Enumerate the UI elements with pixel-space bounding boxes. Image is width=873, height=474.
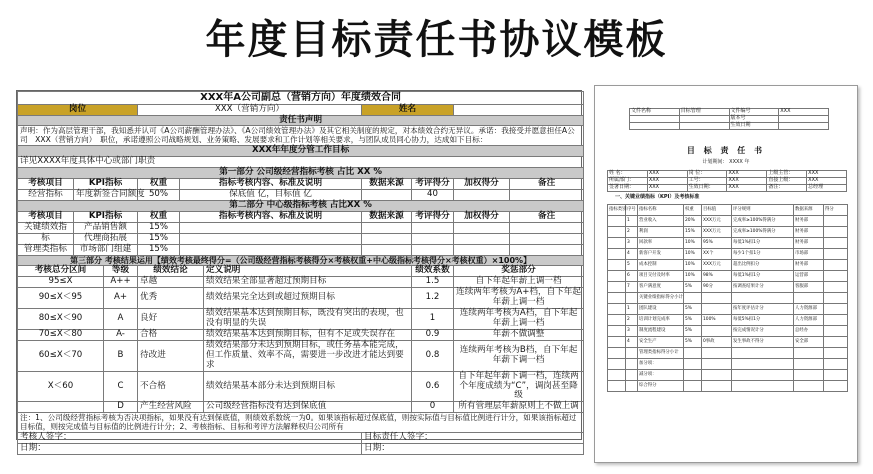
kpi-cell: 98% xyxy=(702,271,732,282)
kpi-cell: 7 xyxy=(626,282,638,293)
info-value: XXX xyxy=(727,171,767,178)
contract-title: XXX年A公司副总（营销方向）年度绩效合同 xyxy=(18,92,584,105)
part1-weight: 50% xyxy=(138,190,180,201)
info-label: 签署日期： xyxy=(608,185,648,192)
part2-col-kpi: KPI指标 xyxy=(74,211,138,222)
kpi-cell xyxy=(626,381,638,392)
work-focus-header: XXX年年度分管工作目标 xyxy=(18,146,584,157)
info-value: XXX xyxy=(807,178,847,185)
kpi-cell: XXX万元 xyxy=(702,216,732,227)
grade-coefficient: 0.6 xyxy=(412,371,454,402)
kpi-cell xyxy=(824,370,848,381)
kpi-cell xyxy=(702,359,732,370)
kpi-cell xyxy=(608,260,626,271)
kpi-cell: 财务部 xyxy=(794,238,824,249)
kpi-cell xyxy=(608,370,626,381)
kpi-col-rule: 评分规则 xyxy=(732,205,794,216)
statement-header: 责任书声明 xyxy=(18,115,584,126)
grade-row xyxy=(18,341,584,372)
kpi-cell: 4 xyxy=(626,249,638,260)
kpi-row xyxy=(608,326,848,337)
kpi-col-source: 数据来源 xyxy=(794,205,824,216)
grade-reward: 连续两年考核为A档，自下年起年薪上调一档 xyxy=(454,309,584,330)
info-value: XXX xyxy=(727,178,767,185)
kpi-cell: 5% xyxy=(684,282,702,293)
part1-col-weighted: 加权得分 xyxy=(454,179,510,190)
kpi-cell: 90分 xyxy=(702,282,732,293)
kpi-cell xyxy=(702,370,732,381)
kpi-cell xyxy=(824,326,848,337)
file-info-box xyxy=(629,108,829,130)
kpi-cell: 财务部 xyxy=(794,227,824,238)
kpi-cell: 0事故 xyxy=(702,337,732,348)
kpi-cell: 3 xyxy=(626,326,638,337)
grade-definition: 绩效结果基本达到预期目标，但有不足或失误存在 xyxy=(204,330,412,341)
kpi-cell xyxy=(608,337,626,348)
page-title: 年度目标责任书协议模板 xyxy=(205,17,668,63)
kpi-cell xyxy=(824,359,848,370)
kpi-cell xyxy=(732,293,794,304)
kpi-row xyxy=(608,337,848,348)
grade-conclusion: 卓越 xyxy=(138,277,204,288)
part3-col-reward: 奖惩部分 xyxy=(454,266,584,277)
part2-item-c: 管理类指标 xyxy=(18,244,74,255)
info-value: XXX xyxy=(647,171,687,178)
grade-coefficient: 1.5 xyxy=(412,277,454,288)
kpi-cell xyxy=(702,381,732,392)
kpi-cell xyxy=(702,326,732,337)
info-value: XXX xyxy=(647,178,687,185)
kpi-cell: 安全生产 xyxy=(638,337,684,348)
grade-row xyxy=(18,309,584,330)
kpi-cell: 5% xyxy=(684,315,702,326)
part2-kpi: 产品销售额 xyxy=(74,222,138,233)
kpi-cell: 每少1个扣1分 xyxy=(732,249,794,260)
grade-definition: 绩效结果完全达到或超过预期目标 xyxy=(204,288,412,309)
kpi-cell: 按完成情况计分 xyxy=(732,326,794,337)
kpi-cell: 5% xyxy=(684,337,702,348)
kpi-cell: 20% xyxy=(684,216,702,227)
grade-coefficient: 0.8 xyxy=(412,341,454,372)
kpi-cell xyxy=(824,282,848,293)
info-label: 上级主管： xyxy=(767,171,807,178)
kpi-cell xyxy=(608,216,626,227)
kpi-cell: 管理类指标得分小计 xyxy=(638,348,684,359)
kpi-cell xyxy=(702,293,732,304)
kpi-cell: 5% xyxy=(684,326,702,337)
part3-col-conclusion: 绩效结论 xyxy=(138,266,204,277)
date-left: 日期： xyxy=(18,444,362,455)
kpi-cell xyxy=(732,370,794,381)
grade-reward: 年薪不做调整 xyxy=(454,330,584,341)
part1-col-desc: 指标考核内容、标准及说明 xyxy=(180,179,362,190)
name-value xyxy=(454,104,584,115)
grade-reward: 自下年起年薪上调一档 xyxy=(454,277,584,288)
part3-header: 第三部分 考核结果运用【绩效考核最终得分=（公司级经营指标考核得分×考核权重+中心级指标考核得分×考核权重）×100%】 xyxy=(18,255,584,265)
kpi-cell xyxy=(608,381,626,392)
grade-range: 60≤X＜70 xyxy=(18,341,104,372)
kpi-cell xyxy=(824,304,848,315)
kpi-cell: 每低1%扣1分 xyxy=(732,271,794,282)
kpi-cell xyxy=(608,293,626,304)
grade-reward: 连续两年考核为B档，自下年起年薪下调一档 xyxy=(454,341,584,372)
grade-level: B xyxy=(104,341,138,372)
kpi-cell xyxy=(608,326,626,337)
kpi-cell: XXX万元 xyxy=(702,227,732,238)
personal-info-table xyxy=(607,170,847,192)
kpi-cell: 10% xyxy=(684,271,702,282)
kpi-col-score: 得分 xyxy=(824,205,848,216)
grade-definition: 公司级经营指标没有达到保底值 xyxy=(204,402,412,413)
kpi-cell: 100% xyxy=(702,315,732,326)
grade-row xyxy=(18,330,584,341)
kpi-cell xyxy=(824,260,848,271)
part1-source xyxy=(362,190,412,201)
kpi-cell: 每低5%扣1分 xyxy=(732,315,794,326)
plan-period-label: 计划期间： xyxy=(702,159,728,165)
statement-text: 声明：作为高层管理干部，我知悉并认可《A公司薪酬管理办法》、《A公司绩效管理办法》及其它相关制度的规定，对本绩效合约无异议。承诺：我接受并愿意担任A公司 XXX（营销方向） 职位，承诺遵照公司战略规划、业务策略、发展要求和工作计划等相关要求，与团队成员同心协力，达成如下目标： xyxy=(18,126,584,146)
kpi-row xyxy=(608,315,848,326)
kpi-cell: 市场部 xyxy=(794,249,824,260)
info-label: 姓 名： xyxy=(608,171,648,178)
grade-range: 95≤X xyxy=(18,277,104,288)
kpi-cell: 95% xyxy=(702,238,732,249)
kpi-cell xyxy=(684,293,702,304)
kpi-row xyxy=(608,227,848,238)
kpi-col-name: 指标名称 xyxy=(638,205,684,216)
kpi-row xyxy=(608,348,848,359)
kpi-cell xyxy=(608,271,626,282)
kpi-row xyxy=(608,271,848,282)
kpi-cell: 营业收入 xyxy=(638,216,684,227)
kpi-cell: 人力资源部 xyxy=(794,304,824,315)
part1-remark xyxy=(510,190,584,201)
grade-definition: 绩效结果基本达到预期目标，既没有突出的表现，也没有明显的失误 xyxy=(204,309,412,330)
kpi-cell: 6 xyxy=(626,271,638,282)
post-label: 岗位 xyxy=(18,104,138,115)
grade-row xyxy=(18,277,584,288)
part1-item: 经营指标 xyxy=(18,190,74,201)
kpi-cell: XX个 xyxy=(702,249,732,260)
kpi-cell: 运营部 xyxy=(794,271,824,282)
part3-col-grade: 等级 xyxy=(104,266,138,277)
kpi-cell xyxy=(824,337,848,348)
kpi-cell xyxy=(608,315,626,326)
kpi-row xyxy=(608,381,848,392)
kpi-cell xyxy=(732,359,794,370)
work-focus-text: 详见XXXX年度具体中心或部门职责 xyxy=(18,157,584,168)
kpi-cell xyxy=(608,282,626,293)
kpi-cell: 10% xyxy=(684,249,702,260)
kpi-cell xyxy=(608,304,626,315)
kpi-cell xyxy=(608,227,626,238)
info-value: XXX xyxy=(727,185,767,192)
kpi-cell: 加分项： xyxy=(638,359,684,370)
part1-col-weight: 权重 xyxy=(138,179,180,190)
kpi-cell xyxy=(608,348,626,359)
kpi-cell: 15% xyxy=(684,227,702,238)
kpi-cell xyxy=(732,381,794,392)
kpi-cell: 团队建设 xyxy=(638,304,684,315)
info-label: 生效日期： xyxy=(687,185,727,192)
kpi-row xyxy=(608,249,848,260)
kpi-cell: 利润 xyxy=(638,227,684,238)
info-label: 直接上级： xyxy=(767,178,807,185)
kpi-cell xyxy=(608,238,626,249)
kpi-cell: 回款率 xyxy=(638,238,684,249)
kpi-cell: 客服部 xyxy=(794,282,824,293)
kpi-row xyxy=(608,370,848,381)
kpi-cell xyxy=(702,304,732,315)
info-value: 总经理 xyxy=(807,185,847,192)
kpi-cell: 关键业绩指标得分小计 xyxy=(638,293,684,304)
file-name-label: 文件名称 xyxy=(630,109,680,116)
kpi-cell xyxy=(626,370,638,381)
kpi-row xyxy=(608,304,848,315)
kpi-cell xyxy=(732,348,794,359)
kpi-col-category: 指标类别 xyxy=(608,205,626,216)
grade-conclusion: 产生经营风险 xyxy=(138,402,204,413)
kpi-cell xyxy=(626,293,638,304)
part2-item-b: 标 xyxy=(18,233,74,244)
effective-date-label: 生效日期 xyxy=(729,123,779,130)
kpi-cell: 4 xyxy=(626,337,638,348)
kpi-cell xyxy=(684,381,702,392)
grade-level: D xyxy=(104,402,138,413)
kpi-cell xyxy=(794,359,824,370)
kpi-col-index: 序号 xyxy=(626,205,638,216)
kpi-cell: 每低1%扣1分 xyxy=(732,238,794,249)
kpi-cell: 人力资源部 xyxy=(794,315,824,326)
notes: 注：1、公司级经营指标考核为否决项指标，如果没有达到保底值，则绩效系数统一为0。如果该指标超过保底值，则按实际值与目标值比例进行计分，如果该指标超过目标值，则按完成值与目标值的比例进行计分；2、考核指标、目标和考评方法解释权归公司所有 xyxy=(18,413,584,433)
grade-range: 70≤X＜80 xyxy=(18,330,104,341)
kpi-cell xyxy=(824,348,848,359)
grade-coefficient: 0.9 xyxy=(412,330,454,341)
info-label: 工号： xyxy=(687,178,727,185)
grade-level: A- xyxy=(104,330,138,341)
grade-conclusion: 合格 xyxy=(138,330,204,341)
grade-coefficient: 0 xyxy=(412,402,454,413)
kpi-cell xyxy=(608,249,626,260)
kpi-cell: 客户满意度 xyxy=(638,282,684,293)
date-right: 日期： xyxy=(362,444,584,455)
part2-item-a: 关键绩效指 xyxy=(18,222,74,233)
part2-col-score: 考评得分 xyxy=(412,211,454,222)
kpi-cell: 财务部 xyxy=(794,216,824,227)
part2-col-item: 考核项目 xyxy=(18,211,74,222)
part2-kpi: 市场部门组建 xyxy=(74,244,138,255)
part1-weighted xyxy=(454,190,510,201)
kpi-cell: 按年度评估计分 xyxy=(732,304,794,315)
kpi-cell: 2 xyxy=(626,227,638,238)
kpi-cell: 1 xyxy=(626,216,638,227)
file-name-value: 目标管理 xyxy=(679,109,729,116)
kpi-cell xyxy=(702,348,732,359)
kpi-cell: 按调查结果计分 xyxy=(732,282,794,293)
grade-definition: 绩效结果基本部分未达到预期目标 xyxy=(204,371,412,402)
part2-weight: 15% xyxy=(138,222,180,233)
kpi-cell: 成本控制 xyxy=(638,260,684,271)
grade-level: A++ xyxy=(104,277,138,288)
grade-row xyxy=(18,402,584,413)
part1-header: 第一部分 公司级经营指标考核 占比 XX % xyxy=(18,168,584,179)
kpi-cell: 5 xyxy=(626,260,638,271)
grade-range: X＜60 xyxy=(18,371,104,402)
part1-kpi: 年度新签合同额度 xyxy=(74,190,138,201)
kpi-cell xyxy=(824,238,848,249)
kpi-cell: 新客户开发 xyxy=(638,249,684,260)
part2-col-desc: 指标考核内容、标准及说明 xyxy=(180,211,362,222)
signer-left: 考核人签字： xyxy=(18,433,362,444)
grade-row xyxy=(18,288,584,309)
grade-conclusion: 良好 xyxy=(138,309,204,330)
kpi-cell xyxy=(626,359,638,370)
kpi-row xyxy=(608,260,848,271)
part1-col-item: 考核项目 xyxy=(18,179,74,190)
kpi-cell: 10% xyxy=(684,238,702,249)
grade-level: A xyxy=(104,309,138,330)
kpi-cell: 1 xyxy=(626,304,638,315)
kpi-cell xyxy=(824,271,848,282)
kpi-cell xyxy=(794,381,824,392)
part1-desc: 保底值 亿，目标值 亿 xyxy=(180,190,362,201)
plan-period xyxy=(595,160,857,166)
grade-definition: 绩效结果部分未达到预期目标，或任务基本能完成，但工作质量、效率不高，需要进一步改进才能达到要求 xyxy=(204,341,412,372)
kpi-cell: 安全部 xyxy=(794,337,824,348)
kpi-cell xyxy=(684,370,702,381)
kpi-cell xyxy=(684,348,702,359)
grade-range: 90≤X＜95 xyxy=(18,288,104,309)
kpi-cell: 制度流程建设 xyxy=(638,326,684,337)
kpi-cell: 总经办 xyxy=(794,326,824,337)
part2-kpi: 代理商拓展 xyxy=(74,233,138,244)
part1-col-score: 考评得分 xyxy=(412,179,454,190)
kpi-table xyxy=(607,204,847,392)
part2-header: 第二部分 中心级指标考核 占比XX % xyxy=(18,201,584,212)
grade-definition: 绩效结果全部显著超过预期目标 xyxy=(204,277,412,288)
kpi-cell xyxy=(794,370,824,381)
info-label: 备注： xyxy=(767,185,807,192)
kpi-cell: 项目交付及时率 xyxy=(638,271,684,282)
kpi-cell xyxy=(824,216,848,227)
kpi-row xyxy=(608,282,848,293)
kpi-cell: 综合得分 xyxy=(638,381,684,392)
info-value: XXX xyxy=(647,185,687,192)
kpi-section-label: 一、关键业绩指标（KPI）及考核标准 xyxy=(615,194,700,200)
file-number-label: 文件编号 xyxy=(729,109,779,116)
kpi-row xyxy=(608,293,848,304)
part1-col-kpi: KPI指标 xyxy=(74,179,138,190)
grade-reward: 所有管理层年薪原则上不做上调 xyxy=(454,402,584,413)
grade-coefficient: 1.2 xyxy=(412,288,454,309)
kpi-cell: 减分项： xyxy=(638,370,684,381)
kpi-row xyxy=(608,359,848,370)
name-label: 姓名 xyxy=(362,104,454,115)
kpi-row xyxy=(608,216,848,227)
grade-row xyxy=(18,371,584,402)
part2-col-weighted: 加权得分 xyxy=(454,211,510,222)
kpi-cell xyxy=(824,315,848,326)
kpi-cell: 5% xyxy=(684,304,702,315)
target-responsibility-document xyxy=(594,85,858,463)
info-label: 岗 位： xyxy=(687,171,727,178)
kpi-cell xyxy=(684,359,702,370)
kpi-cell: 完成率≥100%得满分 xyxy=(732,216,794,227)
kpi-cell xyxy=(626,348,638,359)
part2-col-weight: 权重 xyxy=(138,211,180,222)
part1-col-source: 数据来源 xyxy=(362,179,412,190)
kpi-cell xyxy=(794,293,824,304)
grade-reward: 连续两年考核为A+档，自下年起年薪上调一档 xyxy=(454,288,584,309)
grade-conclusion: 不合格 xyxy=(138,371,204,402)
kpi-row xyxy=(608,238,848,249)
file-number-value: XXX xyxy=(779,109,829,116)
part2-col-source: 数据来源 xyxy=(362,211,412,222)
part2-weight: 15% xyxy=(138,233,180,244)
part2-col-remark: 备注 xyxy=(510,211,584,222)
kpi-cell xyxy=(794,348,824,359)
part3-col-coef: 绩效系数 xyxy=(412,266,454,277)
kpi-cell: XXX万元 xyxy=(702,260,732,271)
performance-contract-document xyxy=(16,90,582,454)
kpi-col-target: 目标值 xyxy=(702,205,732,216)
kpi-cell xyxy=(608,359,626,370)
kpi-cell: 培训计划完成率 xyxy=(638,315,684,326)
part1-col-remark: 备注 xyxy=(510,179,584,190)
kpi-cell: 10% xyxy=(684,260,702,271)
post-value: XXX（营销方向） xyxy=(138,104,362,115)
grade-coefficient: 1 xyxy=(412,309,454,330)
part3-col-range: 考核总分区间 xyxy=(18,266,104,277)
plan-period-value: XXXX 年 xyxy=(729,159,750,165)
info-value: XXX xyxy=(807,171,847,178)
grade-reward: 自下年起年薪下调一档，连续两个年度成绩为“C”，调岗甚至降级 xyxy=(454,371,584,402)
grade-level: A+ xyxy=(104,288,138,309)
grade-conclusion: 待改进 xyxy=(138,341,204,372)
part2-weight: 15% xyxy=(138,244,180,255)
version-label: 版本号 xyxy=(729,116,779,123)
grade-conclusion: 优秀 xyxy=(138,288,204,309)
grade-range xyxy=(18,402,104,413)
grade-range: 80≤X＜90 xyxy=(18,309,104,330)
info-label: 所属部门： xyxy=(608,178,648,185)
kpi-cell: 完成率≥100%得满分 xyxy=(732,227,794,238)
kpi-cell: 财务部 xyxy=(794,260,824,271)
kpi-col-weight: 权重 xyxy=(684,205,702,216)
kpi-cell xyxy=(824,227,848,238)
kpi-cell: 2 xyxy=(626,315,638,326)
grade-level: C xyxy=(104,371,138,402)
kpi-cell xyxy=(824,381,848,392)
signer-right: 目标责任人签字： xyxy=(362,433,584,444)
kpi-cell: 发生事故不得分 xyxy=(732,337,794,348)
right-doc-title: 目 标 责 任 书 xyxy=(686,146,766,155)
part1-score: 40 xyxy=(412,190,454,201)
kpi-cell xyxy=(824,293,848,304)
part3-col-definition: 定义说明 xyxy=(204,266,412,277)
kpi-cell: 超出比例扣分 xyxy=(732,260,794,271)
kpi-cell: 3 xyxy=(626,238,638,249)
kpi-cell xyxy=(824,249,848,260)
